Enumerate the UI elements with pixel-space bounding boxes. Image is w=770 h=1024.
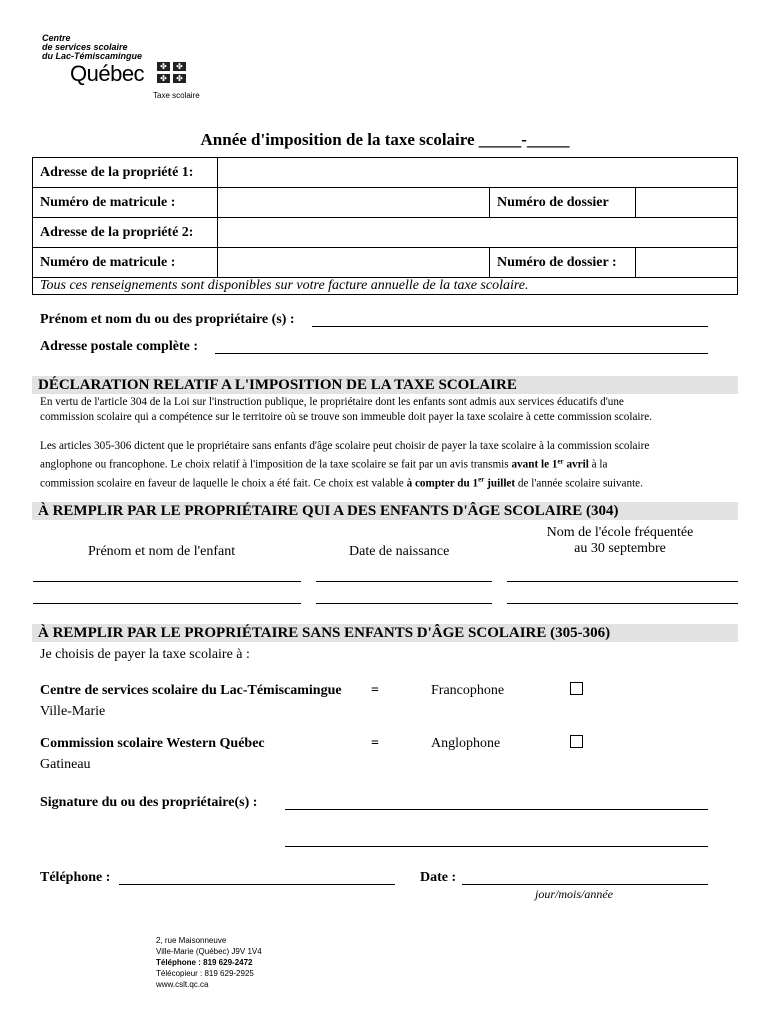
p2-line2-sup: er	[557, 457, 564, 465]
owner-name-label: Prénom et nom du ou des propriétaire (s) :	[40, 312, 295, 327]
child1-school-line[interactable]	[507, 581, 738, 582]
declaration-p1-line1: En vertu de l'article 304 de la Loi sur l'instruction publique, le propriétaire dont les enfants sont admis aux services éducatifs d'une	[40, 396, 624, 408]
footer-website[interactable]: www.cslt.qc.ca	[156, 980, 209, 989]
matricule1-label: Numéro de matricule :	[33, 188, 218, 218]
p2-line3-sup: er	[478, 475, 485, 484]
footer-fax: Télécopieur : 819 629-2925	[156, 969, 254, 978]
declaration-p1-line2: commission scolaire qui a compétence sur le territoire où se trouve son immeuble doit payer la taxe scolaire à cette commission scolaire.	[40, 411, 653, 423]
matricule2-label: Numéro de matricule :	[33, 248, 218, 278]
quebec-flag-icon: ✤ ✤ ✤ ✤	[157, 62, 187, 84]
signature-line-2[interactable]	[285, 846, 708, 847]
option1-equals: =	[371, 683, 379, 698]
quebec-wordmark: Québec	[70, 61, 145, 86]
p2-line3-text: commission scolaire en faveur de laquelle le choix a été fait. Ce choix est valable	[40, 477, 407, 490]
footer-phone: Téléphone : 819 629-2472	[156, 958, 253, 967]
child2-name-line[interactable]	[33, 603, 301, 604]
signature-label: Signature du ou des propriétaire(s) :	[40, 795, 258, 810]
col-school	[520, 525, 720, 557]
declaration-paragraph-1	[40, 395, 652, 425]
owner-name-line[interactable]	[312, 326, 708, 327]
col-child-name: Prénom et nom de l'enfant	[88, 544, 236, 559]
declaration-p2-line2	[40, 454, 649, 473]
choice-intro: Je choisis de payer la taxe scolaire à :	[40, 647, 250, 662]
p2-line3-bold2: juillet	[484, 477, 516, 490]
option2-equals: =	[371, 736, 379, 751]
dossier1-label: Numéro de dossier	[490, 188, 636, 218]
declaration-paragraph-2	[40, 439, 649, 491]
phone-line[interactable]	[119, 884, 395, 885]
date-label: Date :	[420, 870, 457, 885]
child1-name-line[interactable]	[33, 581, 301, 582]
option1-name: Centre de services scolaire du Lac-Témiscamingue	[40, 683, 342, 698]
without-children-heading: À REMPLIR PAR LE PROPRIÉTAIRE SANS ENFANTS D'ÂGE SCOLAIRE (305-306)	[32, 624, 738, 642]
option1-language: Francophone	[431, 683, 505, 698]
property-info-table	[32, 157, 738, 295]
address1-field[interactable]	[218, 158, 738, 188]
logo-line-3: du Lac-Témiscamingue	[42, 51, 143, 61]
postal-address-label: Adresse postale complète :	[40, 339, 198, 354]
option2-city: Gatineau	[40, 757, 91, 772]
address2-label: Adresse de la propriété 2:	[33, 218, 218, 248]
date-line[interactable]	[462, 884, 708, 885]
declaration-p2-line3	[40, 473, 649, 492]
p2-line3-end: de l'année scolaire suivante.	[515, 477, 643, 490]
page-title: Année d'imposition de la taxe scolaire _____-_____	[200, 130, 570, 149]
declaration-heading: DÉCLARATION RELATIF A L'IMPOSITION DE LA TAXE SCOLAIRE	[32, 376, 738, 394]
p2-line2-end: à la	[588, 458, 608, 471]
matricule1-field[interactable]	[218, 188, 490, 218]
child1-birth-line[interactable]	[316, 581, 492, 582]
logo-line-1: Centre	[42, 33, 71, 43]
p2-line2-bold: avant le 1	[511, 458, 558, 471]
dossier2-label: Numéro de dossier :	[490, 248, 636, 278]
footer-street: 2, rue Maisonneuve	[156, 936, 227, 945]
option1-city: Ville-Marie	[40, 704, 106, 719]
footer-address	[156, 935, 262, 990]
col-birth-date: Date de naissance	[349, 544, 450, 559]
logo-org-name	[42, 34, 142, 61]
phone-label: Téléphone :	[40, 870, 111, 885]
option2-language: Anglophone	[431, 736, 501, 751]
matricule2-field[interactable]	[218, 248, 490, 278]
p2-line2-text: anglophone ou francophone. Le choix relatif à l'imposition de la taxe scolaire se fait par un avis transmis	[40, 458, 512, 471]
child2-birth-line[interactable]	[316, 603, 492, 604]
option2-name: Commission scolaire Western Québec	[40, 736, 265, 751]
info-note: Tous ces renseignements sont disponibles sur votre facture annuelle de la taxe scolaire.	[33, 278, 738, 295]
logo-line-2: de services scolaire	[42, 42, 128, 52]
col-school-line1: Nom de l'école fréquentée	[546, 525, 694, 540]
logo-tagline: Taxe scolaire	[153, 91, 200, 100]
postal-address-line[interactable]	[215, 353, 708, 354]
address2-field[interactable]	[218, 218, 738, 248]
dossier2-field[interactable]	[636, 248, 738, 278]
p2-line3-bold: à compter du 1	[406, 477, 479, 490]
with-children-heading: À REMPLIR PAR LE PROPRIÉTAIRE QUI A DES ENFANTS D'ÂGE SCOLAIRE (304)	[32, 502, 738, 520]
footer-city: Ville-Marie (Québec) J9V 1V4	[156, 947, 262, 956]
date-format-hint: jour/mois/année	[535, 887, 613, 901]
child2-school-line[interactable]	[507, 603, 738, 604]
dossier1-field[interactable]	[636, 188, 738, 218]
signature-line-1[interactable]	[285, 809, 708, 810]
francophone-checkbox[interactable]	[570, 682, 583, 695]
anglophone-checkbox[interactable]	[570, 735, 583, 748]
declaration-p2-line1: Les articles 305-306 dictent que le propriétaire sans enfants d'âge scolaire peut choisir de payer la taxe scolaire à la commission scolaire	[40, 440, 650, 452]
p2-line2-bold2: avril	[563, 458, 589, 471]
address1-label: Adresse de la propriété 1:	[33, 158, 218, 188]
col-school-line2: au 30 septembre	[574, 541, 666, 556]
